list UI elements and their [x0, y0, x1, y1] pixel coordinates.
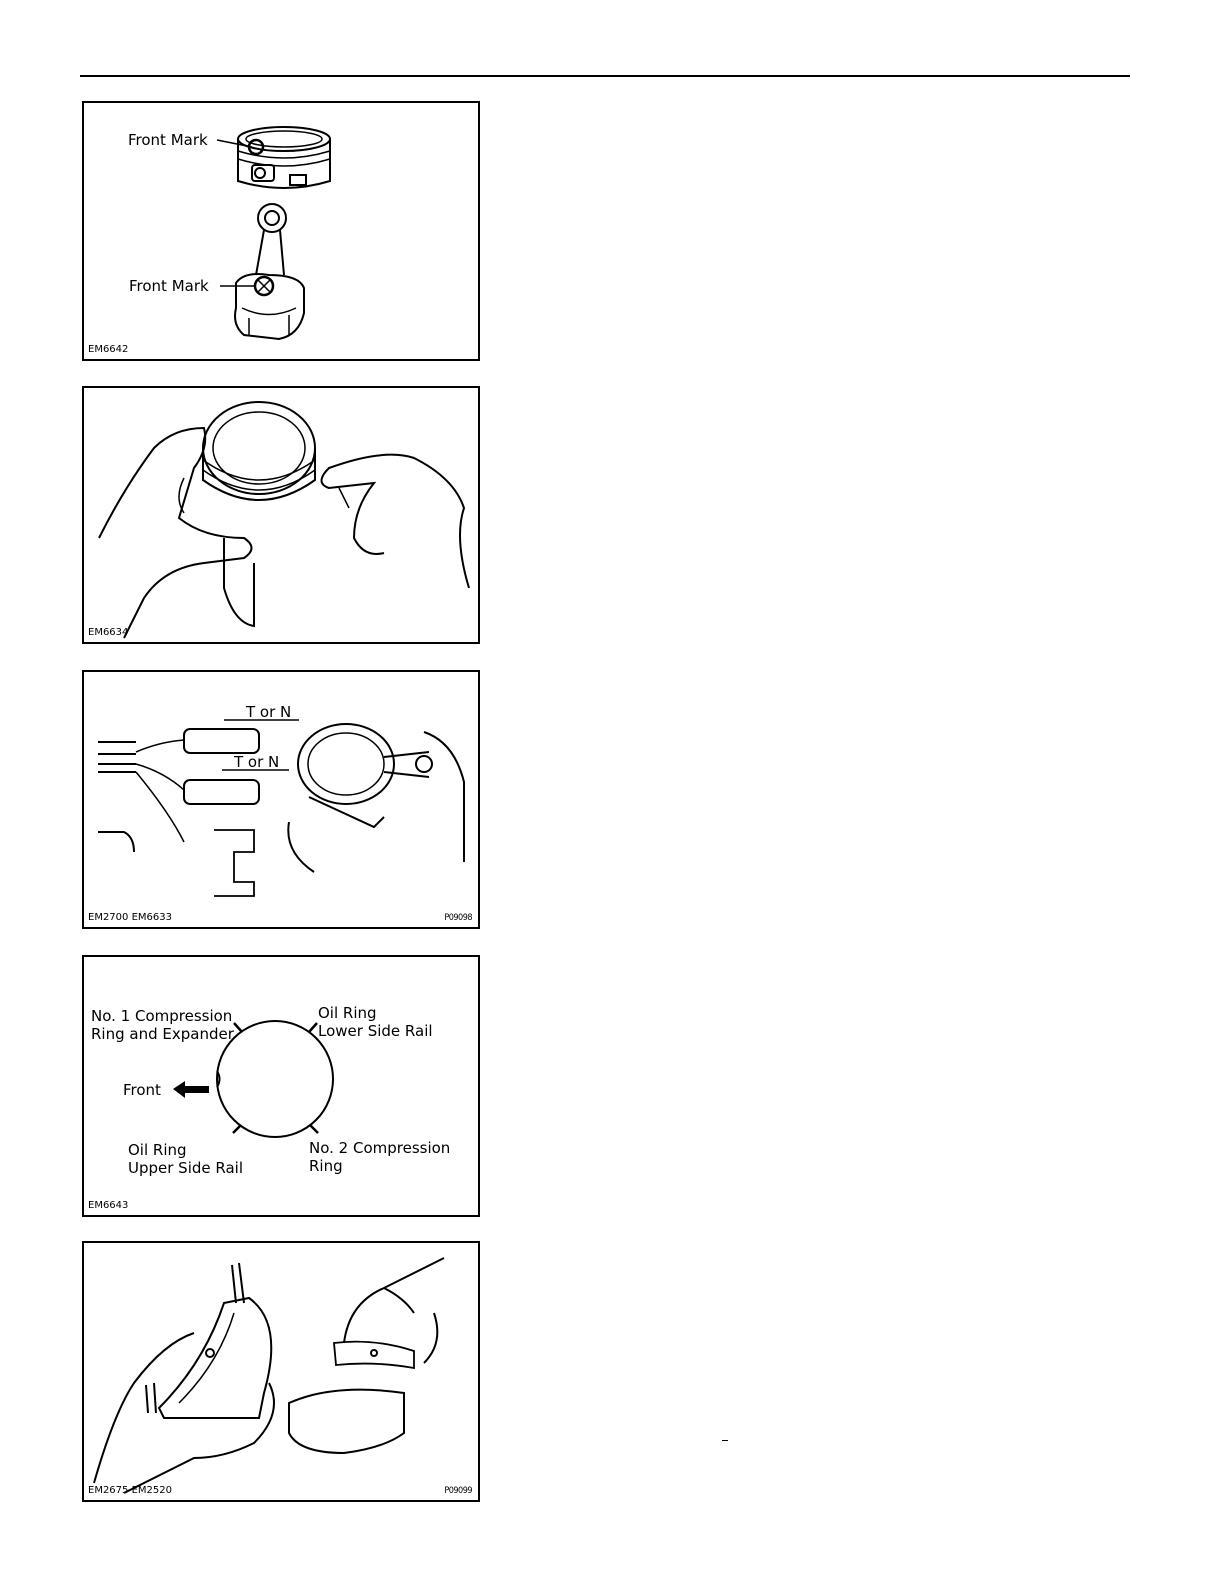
label-t-or-n-second: T or N — [234, 753, 280, 771]
figure-code: EM6634 — [88, 627, 129, 638]
header-rule — [80, 75, 1130, 77]
figure-code: EM2675 EM2520 — [88, 1485, 172, 1496]
label-front-mark-piston: Front Mark — [128, 131, 208, 149]
figure-ref: P09099 — [444, 1486, 472, 1496]
figure-ref: P09098 — [444, 913, 472, 923]
label-oil-lower-line1: Oil Ring — [318, 1004, 377, 1022]
figure-code: EM6642 — [88, 344, 129, 355]
figure-code: EM2700 EM6633 — [88, 912, 172, 923]
hands-piston-illustration — [84, 388, 480, 644]
figure-code: EM6643 — [88, 1200, 129, 1211]
label-no2-compression-line2: Ring — [309, 1157, 343, 1175]
label-no1-compression-line1: No. 1 Compression — [91, 1007, 233, 1025]
label-no2-compression-line1: No. 2 Compression — [309, 1139, 451, 1157]
label-oil-lower-line2: Lower Side Rail — [318, 1022, 433, 1040]
label-no1-compression-line2: Ring and Expander — [91, 1025, 234, 1043]
label-front: Front — [123, 1081, 161, 1099]
label-front-mark-rod: Front Mark — [129, 277, 209, 295]
stray-mark — [722, 1440, 728, 1441]
label-t-or-n-top: T or N — [246, 703, 292, 721]
figure-ring-marks — [82, 670, 480, 929]
label-oil-upper-line1: Oil Ring — [128, 1141, 187, 1159]
figure-remove-piston-ring — [82, 386, 480, 644]
figure-ring-gap-positions — [82, 955, 480, 1217]
bearing-illustration — [84, 1243, 480, 1502]
figure-bearing-shells — [82, 1241, 480, 1502]
label-oil-upper-line2: Upper Side Rail — [128, 1159, 244, 1177]
figure-piston-rod-front-marks — [82, 101, 480, 361]
